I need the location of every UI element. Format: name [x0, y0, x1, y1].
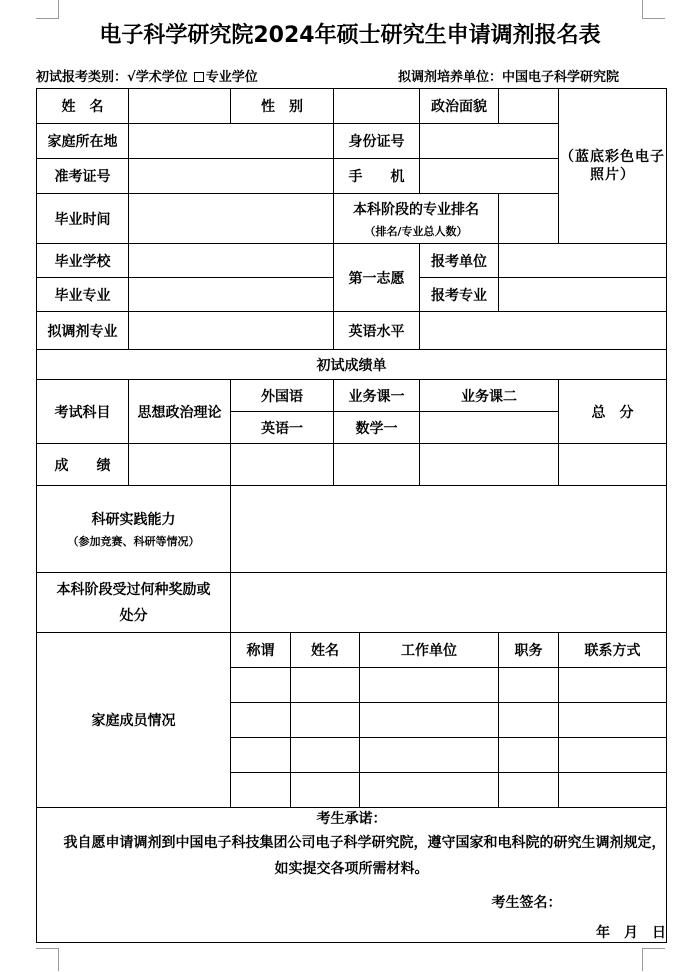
transfer-unit [398, 66, 619, 85]
family-col-contact: 联系方式 [559, 633, 667, 668]
family-cell[interactable] [291, 738, 360, 773]
grad-school-label: 毕业学校 [37, 244, 129, 278]
crop-mark-top-left [36, 0, 59, 19]
family-cell[interactable] [291, 703, 360, 738]
grad-time-cell[interactable] [129, 194, 334, 244]
political-cell[interactable] [499, 89, 559, 124]
family-col-name: 姓名 [291, 633, 360, 668]
unit-label: 拟调剂培养单位： [398, 70, 503, 85]
home-cell[interactable] [129, 124, 334, 159]
crop-mark-bottom-right [642, 948, 665, 971]
exam-category [36, 66, 258, 85]
name-cell[interactable] [129, 89, 231, 124]
gender-label: 性 别 [231, 89, 334, 124]
professional-checkbox[interactable] [194, 72, 204, 82]
option-academic: 学术学位 [135, 70, 188, 85]
registration-form [36, 88, 667, 943]
foreign-sub: 英语一 [231, 412, 334, 444]
unit-value: 中国电子科学研究院 [502, 70, 620, 85]
grad-major-label: 毕业专业 [37, 278, 129, 312]
apply-major-label: 报考专业 [420, 278, 499, 312]
family-cell[interactable] [499, 738, 559, 773]
family-cell[interactable] [559, 738, 667, 773]
transfer-major-label: 拟调剂专业 [37, 312, 129, 350]
phone-cell[interactable] [420, 159, 559, 194]
course1-label: 业务课一 [334, 380, 420, 412]
ranking-note: （排名/专业总人数） [364, 224, 468, 238]
research-note: （参加竞赛、科研等情况） [67, 535, 200, 548]
course2-label: 业务课二 [420, 380, 559, 412]
score-course2[interactable] [420, 444, 559, 486]
family-cell[interactable] [360, 773, 499, 808]
family-cell[interactable] [231, 773, 291, 808]
transfer-major-cell[interactable] [129, 312, 334, 350]
score-foreign[interactable] [231, 444, 334, 486]
course2-sub[interactable] [420, 412, 559, 444]
signature-label[interactable]: 考生签名： [491, 895, 562, 911]
family-cell[interactable] [360, 668, 499, 703]
pledge-heading: 考生承诺： [316, 811, 387, 827]
total-label: 总 分 [559, 380, 667, 444]
exam-number-label: 准考证号 [37, 159, 129, 194]
home-label: 家庭所在地 [37, 124, 129, 159]
research-cell[interactable] [231, 486, 667, 573]
ranking-label [334, 194, 499, 244]
family-cell[interactable] [291, 773, 360, 808]
family-col-title: 称谓 [231, 633, 291, 668]
family-col-workplace: 工作单位 [360, 633, 499, 668]
score-politics[interactable] [129, 444, 231, 486]
family-label: 家庭成员情况 [37, 633, 231, 808]
option-professional: 专业学位 [205, 70, 258, 85]
document-title: 电子科学研究院2024年硕士研究生申请调剂报名表 [99, 23, 601, 48]
crop-mark-top-right [642, 0, 665, 19]
family-cell[interactable] [360, 738, 499, 773]
family-cell[interactable] [360, 703, 499, 738]
grad-school-cell[interactable] [129, 244, 334, 278]
first-choice-label: 第一志愿 [334, 244, 420, 312]
crop-mark-bottom-left [36, 948, 59, 971]
family-col-position: 职务 [499, 633, 559, 668]
politics-label: 思想政治理论 [129, 380, 231, 444]
score-course1[interactable] [334, 444, 420, 486]
family-cell[interactable] [231, 738, 291, 773]
apply-major-cell[interactable] [499, 278, 667, 312]
family-cell[interactable] [559, 773, 667, 808]
family-cell[interactable] [231, 668, 291, 703]
ranking-title: 本科阶段的专业排名 [353, 201, 479, 218]
english-level-cell[interactable] [420, 312, 667, 350]
political-label: 政治面貌 [420, 89, 499, 124]
phone-label: 手 机 [334, 159, 420, 194]
exam-number-cell[interactable] [129, 159, 334, 194]
date-line[interactable]: 年 月 日 [596, 925, 666, 941]
awards-cell[interactable] [231, 573, 667, 633]
research-label [37, 486, 231, 573]
photo-note: （蓝底彩色电子照片） [560, 149, 665, 183]
subject-label: 考试科目 [37, 380, 129, 444]
gender-cell[interactable] [334, 89, 420, 124]
id-label: 身份证号 [334, 124, 420, 159]
family-cell[interactable] [499, 703, 559, 738]
family-cell[interactable] [291, 668, 360, 703]
id-cell[interactable] [420, 124, 559, 159]
english-level-label: 英语水平 [334, 312, 420, 350]
pledge-section [37, 808, 667, 943]
score-label: 成 绩 [37, 444, 129, 486]
apply-unit-label: 报考单位 [420, 244, 499, 278]
name-label: 姓 名 [37, 89, 129, 124]
research-title: 科研实践能力 [91, 512, 176, 528]
family-cell[interactable] [499, 668, 559, 703]
family-cell[interactable] [559, 668, 667, 703]
grad-major-cell[interactable] [129, 278, 334, 312]
pledge-body: 我自愿申请调剂到中国电子科技集团公司电子科学研究院，遵守国家和电科院的研究生调剂规定，如实提交各项所需材料。 [63, 835, 666, 877]
awards-label: 本科阶段受过何种奖励或处分 [37, 573, 231, 633]
photo-box[interactable] [559, 89, 667, 244]
scores-section-title: 初试成绩单 [37, 350, 667, 380]
family-cell[interactable] [559, 703, 667, 738]
course1-sub: 数学一 [334, 412, 420, 444]
foreign-label: 外国语 [231, 380, 334, 412]
family-cell[interactable] [231, 703, 291, 738]
score-total[interactable] [559, 444, 667, 486]
grad-time-label: 毕业时间 [37, 194, 129, 244]
ranking-cell[interactable] [499, 194, 559, 244]
apply-unit-cell[interactable] [499, 244, 667, 278]
exam-category-label: 初试报考类别： [36, 70, 128, 85]
academic-checkmark-icon[interactable]: √ [127, 70, 136, 85]
family-cell[interactable] [499, 773, 559, 808]
